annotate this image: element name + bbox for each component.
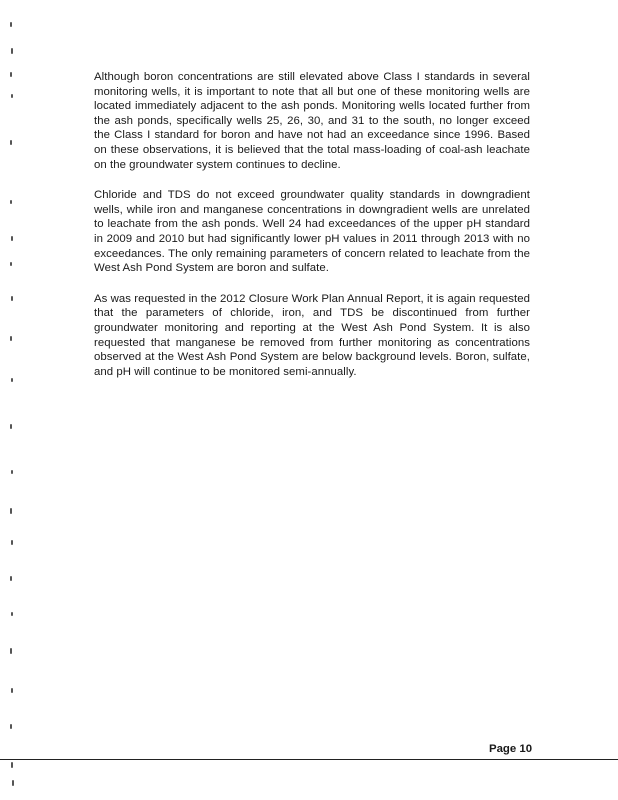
scan-mark bbox=[10, 22, 12, 27]
scan-mark bbox=[11, 762, 13, 768]
scan-mark bbox=[11, 296, 13, 301]
scan-mark bbox=[12, 780, 14, 786]
footer-rule bbox=[0, 759, 618, 760]
scan-mark bbox=[10, 140, 12, 145]
scan-mark bbox=[10, 72, 12, 77]
paragraph-boron-concentrations: Although boron concentrations are still elevated above Class I standards in several monitoring wells, it is important to note that all but one of these monitoring wells are located immediately adjacent to the ash ponds. Monitoring wells located further from the ash ponds, specifically wells 25, 26, 30, and 31 to the south, no longer exceed the Class I standard for boron and have not had an exceedance since 1996. Based on these observations, it is believed that the total mass-loading of coal-ash leachate on the groundwater system continues to decline. bbox=[94, 71, 530, 171]
paragraph-chloride-tds: Chloride and TDS do not exceed groundwater quality standards in downgradient wells, while iron and manganese concentrations in downgradient wells are unrelated to leachate from the ash ponds. Well 24 had exceedances of the upper pH standard in 2009 and 2010 but had significantly lower pH values in 2011 through 2013 with no exceedances. The only remaining parameters of concern related to leachate from the West Ash Pond System are boron and sulfate. bbox=[94, 189, 530, 275]
scan-mark bbox=[10, 648, 12, 654]
scan-mark bbox=[10, 262, 12, 266]
paragraph-parameter-request: As was requested in the 2012 Closure Work Plan Annual Report, it is again requested that the parameters of chloride, iron, and TDS be discontinued from further groundwater monitoring and reporting at the West Ash Pond System. It is also requested that manganese be removed from further monitoring as concentrations observed at the West Ash Pond System are below background levels. Boron, sulfate, and pH will continue to be monitored semi-annually. bbox=[94, 292, 530, 378]
scan-mark bbox=[11, 48, 13, 54]
scan-mark bbox=[11, 688, 13, 693]
scan-mark bbox=[10, 576, 12, 581]
scan-mark bbox=[10, 424, 12, 429]
scan-mark bbox=[10, 200, 12, 204]
page-number: Page 10 bbox=[489, 743, 533, 755]
scan-mark bbox=[11, 612, 13, 616]
scan-mark bbox=[10, 724, 12, 729]
scan-mark bbox=[11, 540, 13, 545]
scan-mark bbox=[10, 336, 12, 341]
scan-mark bbox=[11, 378, 13, 382]
scan-mark bbox=[11, 236, 13, 241]
body-text bbox=[94, 70, 530, 395]
scan-mark bbox=[11, 94, 13, 98]
scan-mark bbox=[11, 470, 13, 474]
scan-mark bbox=[10, 508, 12, 514]
